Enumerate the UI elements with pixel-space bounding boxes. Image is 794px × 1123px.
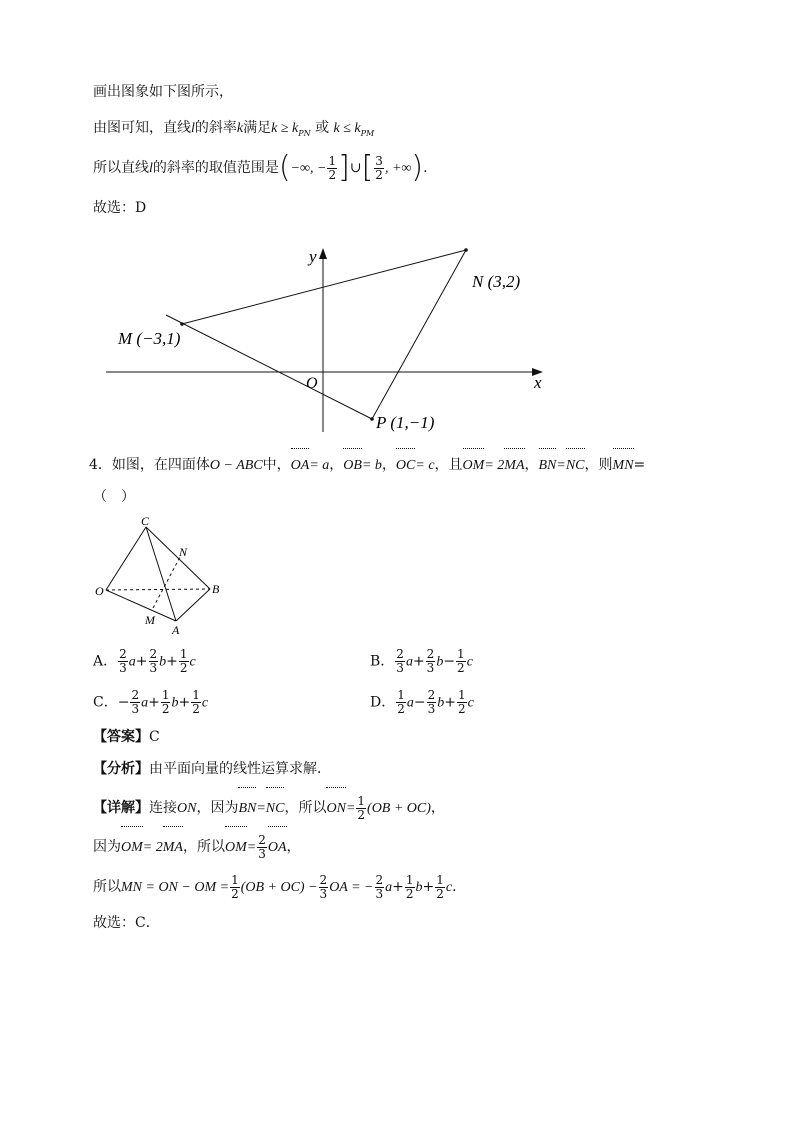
y-axis-label: y [309,247,317,266]
svg-text:A: A [172,623,180,636]
question-4-paren: （ ） [93,489,135,505]
point-N [464,248,468,252]
final-answer-line: 故选：C． [93,915,160,931]
segment-MP-extended [166,315,372,419]
svg-text:O: O [95,584,104,598]
answer-line: 【答案】C [93,729,160,745]
svg-text:M: M [145,613,155,627]
point-N-label: N (3,2) [472,272,521,291]
question-4-stem: 4．如图，在四面体O − ABC中，OA= a，OB= b，OC= c，且OM= 2MA，BN=NC，则MN= [89,455,645,476]
origin-label: O [306,375,318,392]
tetrahedron-figure [92,512,232,636]
point-M-label: M (−3,1) [118,329,181,348]
analysis-line: 【分析】由平面向量的线性运算求解． [93,761,331,777]
svg-text:C: C [141,514,150,528]
option-b[interactable]: B． $\frac{2}{3}$ a+ $\frac{2}{3}$ b− $\frac{1}{2}$ c [370,647,473,675]
svg-text:B: B [212,582,220,596]
detail-line-3: 所以MN = ON − OM = $\frac{1}{2}$ (OB + OC) − $\frac{2}{3}$ OA = − $\frac{2}{3}$ a+ $\frac{1}{2}$ b+ $\frac{1}{2}$ c． [93,872,467,901]
option-c[interactable]: C．− $\frac{2}{3}$ a+ $\frac{1}{2}$ b+ $\frac{1}{2}$ c [93,688,209,716]
coordinate-graph [100,240,560,440]
option-a[interactable]: A． $\frac{2}{3}$ a+ $\frac{2}{3}$ b+ $\frac{1}{2}$ c [93,647,196,675]
y-axis-arrow [319,248,327,259]
segment-MN [182,250,466,324]
point-M [180,322,184,326]
detail-line-2: 因为OM= 2MA，所以OM= $\frac{2}{3}$ OA， [93,832,301,861]
x-axis-label: x [534,373,542,392]
segment-NP [372,250,466,419]
solution-line-3: 所以直线l的斜率的取值范围是(−∞, − $\frac{1}{2}$ ]∪[ $\frac{3}{2}$ , +∞). [93,150,428,185]
svg-text:N: N [179,545,188,559]
option-d[interactable]: D． $\frac{1}{2}$ a− $\frac{2}{3}$ b+ $\frac{1}{2}$ c [370,688,474,716]
point-P [370,417,374,421]
point-P-label: P (1,−1) [376,413,435,432]
solution-line-2: 由图可知，直线l的斜率k满足$k \ge k_{PN}$ 或 $k \le k_{PM}$ [93,120,375,138]
solution-line-1: 画出图象如下图所示， [93,84,233,100]
detail-line-1: 【详解】连接ON，因为BN=NC，所以ON= $\frac{1}{2}$ (OB + OC)， [93,793,445,822]
solution-answer-line: 故选：D [93,200,147,216]
